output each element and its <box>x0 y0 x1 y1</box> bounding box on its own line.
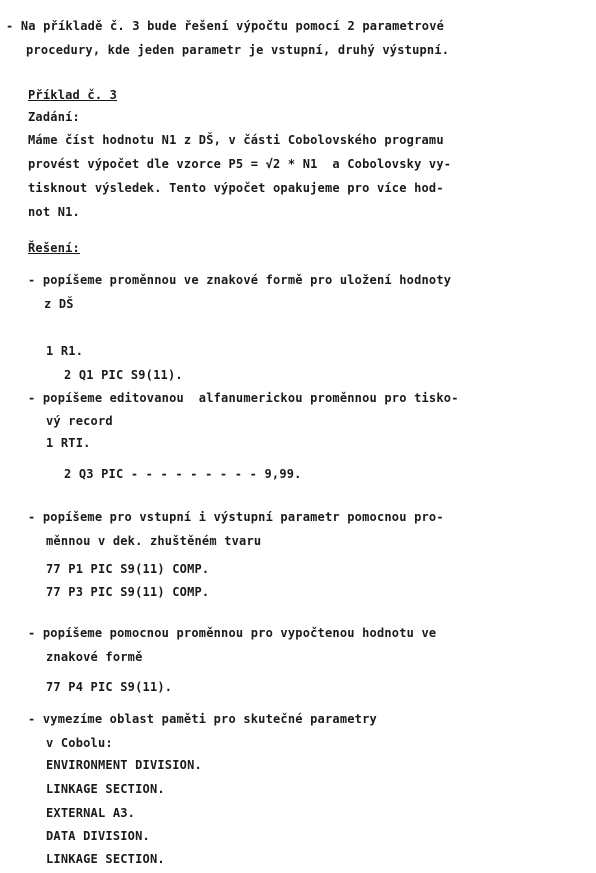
text-line: - popíšeme pomocnou proměnnou pro vypočtenou hodnotu ve <box>28 626 437 640</box>
code-line: LINKAGE SECTION. <box>46 852 165 866</box>
text-line: - popíšeme proměnnou ve znakové formě pro uložení hodnoty <box>28 273 452 287</box>
text-line: v Cobolu: <box>46 736 113 750</box>
text-line: not N1. <box>28 205 80 219</box>
text-line: Máme číst hodnotu N1 z DŠ, v části Cobolovského programu <box>28 133 444 147</box>
text-line: - popíšeme editovanou alfanumerickou proměnnou pro tisko- <box>28 391 459 405</box>
code-line: 77 P3 PIC S9(11) COMP. <box>46 585 210 599</box>
text-line: - popíšeme pro vstupní i výstupní parametr pomocnou pro- <box>28 510 444 524</box>
code-line: LINKAGE SECTION. <box>46 782 165 796</box>
code-line: ENVIRONMENT DIVISION. <box>46 758 202 772</box>
code-line: 2 Q1 PIC S9(11). <box>64 368 183 382</box>
code-line: DATA DIVISION. <box>46 829 150 843</box>
code-line: 1 R1. <box>46 344 84 358</box>
code-line: 2 Q3 PIC - - - - - - - - - 9,99. <box>64 467 302 481</box>
text-line: vý record <box>46 414 113 428</box>
section-heading: Řešení: <box>28 241 80 255</box>
text-line: tisknout výsledek. Tento výpočet opakujeme pro více hod- <box>28 181 444 195</box>
text-line: procedury, kde jeden parametr je vstupní, druhý výstupní. <box>26 43 450 57</box>
text-line: provést výpočet dle vzorce P5 = √2 * N1 a Cobolovsky vy- <box>28 157 452 171</box>
code-line: EXTERNAL A3. <box>46 806 136 820</box>
code-line: 77 P4 PIC S9(11). <box>46 680 173 694</box>
code-line: 1 RTI. <box>46 436 91 450</box>
text-line: Zadání: <box>28 110 80 124</box>
text-line: - Na příkladě č. 3 bude řešení výpočtu pomocí 2 parametrové <box>6 19 445 33</box>
text-line: měnnou v dek. zhuštěném tvaru <box>46 534 262 548</box>
text-line: znakové formě <box>46 650 143 664</box>
text-line: z DŠ <box>44 297 74 311</box>
code-line: 77 P1 PIC S9(11) COMP. <box>46 562 210 576</box>
section-heading: Příklad č. 3 <box>28 88 118 102</box>
text-line: - vymezíme oblast paměti pro skutečné parametry <box>28 712 377 726</box>
